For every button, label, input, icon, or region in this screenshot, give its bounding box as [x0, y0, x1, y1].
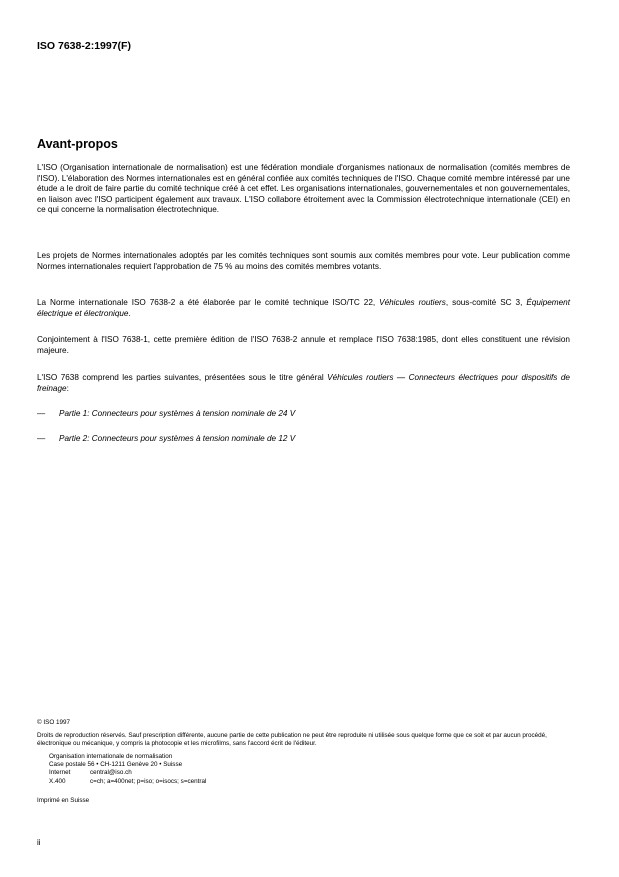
copyright-line: © ISO 1997: [37, 719, 70, 726]
parts-intro-text: L'ISO 7638 comprend les parties suivantes, présentées sous le titre général: [37, 373, 328, 382]
list-item: [37, 434, 570, 445]
list-item-text: Partie 1: Connecteurs pour systèmes à tension nominale de 24 V: [59, 409, 296, 418]
list-dash: —: [37, 409, 46, 418]
committee-text-a: La Norme internationale ISO 7638-2 a été élaborée par le comité technique ISO/TC 22,: [37, 298, 380, 307]
paragraph-committee: [37, 298, 570, 319]
address-postal: Case postale 56 • CH-1211 Genève 20 • Suisse: [49, 761, 183, 769]
page-number: ii: [37, 838, 41, 847]
paragraph-draft-voting: Les projets de Normes internationales adoptés par les comités techniques sont soumis aux comités membres pour vote. Leur publication comme Normes internationales requiert l'approbation de 75 % au moins des comités membres votants.: [37, 251, 570, 271]
committee-text-c: , sous-comité SC 3,: [445, 298, 527, 307]
address-internet: [49, 769, 206, 777]
internet-value: central@iso.ch: [90, 769, 132, 777]
list-dash: —: [37, 434, 46, 443]
rights-notice: Droits de reproduction réservés. Sauf prescription différente, aucune partie de cette publication ne peut être reproduite ni utilisée sous quelque forme que ce soit et par aucun procédé, électronique ou mécanique, y compris la photocopie et les microfilms, sans l'accord écrit de l'éditeur.: [37, 732, 547, 748]
document-id-header: ISO 7638-2:1997(F): [37, 40, 131, 52]
list-item-text: Partie 2: Connecteurs pour systèmes à tension nominale de 12 V: [59, 434, 296, 443]
x400-label: X.400: [49, 777, 66, 785]
committee-vehicles-italic: Véhicules routiers: [379, 298, 446, 307]
committee-text-e: .: [128, 308, 131, 318]
printed-in-line: Imprimé en Suisse: [37, 797, 90, 804]
address-block: [49, 753, 206, 786]
parts-intro-colon: :: [66, 383, 69, 393]
list-item: [37, 409, 570, 420]
paragraph-iso-intro: L'ISO (Organisation internationale de normalisation) est une fédération mondiale d'organismes nationaux de normalisation (comités membres de l'ISO). L'élaboration des Normes internationales est en général confiée aux comités techniques de l'ISO. Chaque comité membre intéressé par une étude a le droit de faire partie du comité technique créé à cet effet. Les organisations internationales, gouvernementales et non gouvernementales, en liaison avec l'ISO participent également aux travaux. L'ISO collabore étroitement avec la Commission électrotechnique internationale (CEI) en ce qui concerne la normalisation électrotechnique.: [37, 163, 570, 214]
committee-equipment-italic: Équipement électrique et électronique: [37, 298, 571, 318]
internet-label: Internet: [49, 769, 71, 777]
x400-value: c=ch; a=400net; p=iso; o=isocs; s=central: [90, 777, 207, 785]
parts-general-title-italic: Véhicules routiers — Connecteurs électriques pour dispositifs de freinage: [37, 373, 570, 393]
paragraph-edition: Conjointement à l'ISO 7638-1, cette première édition de l'ISO 7638-2 annule et remplace l'ISO 7638:1985, dont elles constituent une révision majeure.: [37, 335, 570, 355]
section-title: Avant-propos: [37, 137, 118, 151]
address-org: Organisation internationale de normalisation: [49, 753, 173, 760]
address-x400: [49, 778, 206, 786]
paragraph-parts-intro: [37, 373, 570, 394]
